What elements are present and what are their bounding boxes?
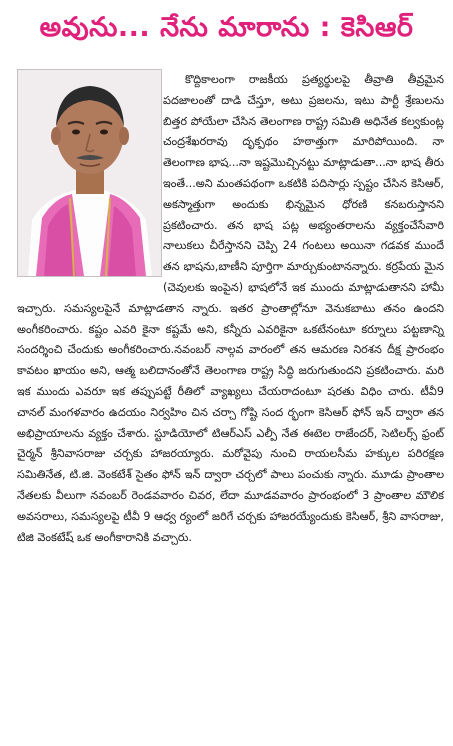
article-body [17, 70, 444, 548]
photo-spacer [17, 70, 163, 278]
headline: అవును... నేను మారాను : కెసిఆర్ [39, 12, 414, 43]
article-text: కొద్దికాలంగా రాజకీయ ప్రత్యర్థులపై తీవ్రాతి తీవ్రమైన పదజాలంతో దాడి చేస్తూ, అటు ప్రజలను, ఇటు పార్టీ శ్రేణులను బిత్తర పోయేలా చేసిన తెలంగాణ రాష్ట్ర సమితి అధినేత కల్వకుంట్ల చంద్రశేఖరరావు దృక్పథం హఠాత్తుగా మారిపోయింది. నా తెలంగాణ భాష...నా ఇష్టమొచ్చినట్టు మాట్లాడుతా...నా భాష తీరు ఇంతే...అని మంతపథంగా ఒకటికి పదిసార్లు స్పష్టం చేసిన కెసిఆర్, అకస్మాత్తుగా అందుకు భిన్నమైన ధోరణి కనబరుస్తానని ప్రకటించారు. తన భాష పట్ల అభ్యంతరాలను వ్యక్తంచేసేవారి నాలుకలు చీరేస్తానని చెప్పి 24 గంటలు అయినా గడవక ముందే తన భాషను,బాణీని పూర్తిగా మార్చుకుంటానన్నారు. కర్రపేయ మైన (చెవులకు ఇంపైన) భాషలోనే ఇక ముందు మాట్లాడుతానని హామీ ఇచ్చారు. సమస్యలపైనే మాట్లాడతాన న్నారు. ఇతర ప్రాంతాల్లోనూ వెనుకబాటు తనం ఉందని అంగీకరించారు. కష్టం ఎవరి కైనా కష్టమే అని, కన్నీరు ఎవరికైనా ఒకటేనంటూ కర్నూలు పట్టణాన్ని సందర్శించి చేందుకు అంగీకరించారు.నవంబర్ నాల్గవ వారంలో తన ఆమరణ నిరశన దీక్ష ప్రారంభం కావటం ఖాయం అని, ఆత్మ బలిదానంతోనే తెలంగాణ రాష్ట్ర సిద్ధి జరుగుతుందని ప్రకటించారు. మరి ఇక ముందు ఎవరూ ఇక తప్పుపట్టే రీతిలో వ్యాఖ్యలు చేయరాదంటూ షరతు విధిం చారు. టీవీ9 చానల్ మంగళవారం ఉదయం నిర్వహిం చిన చర్చా గోష్టి సంద ర్భంగా కెసిఆర్ ఫోన్ ఇన్ ద్వారా తన అభిప్రాయాలను వ్యక్తం చేశారు. స్టూడియోలో టిఆర్ఎస్ ఎల్పీ నేత ఈటెల రాజేందర్, సెటిలర్స్ ఫ్రంట్ చైర్మన్ శ్రీనివాసరాజు చర్చకు హాజరయ్యారు. మరోవైపు నుంచి రాయలసీమ హక్కుల పరిరక్షణ సమితినేత, టి.జి. వెంకటేశ్ సైతం ఫోన్ ఇన్ ద్వారా చర్చలో పాలు పంచుకు న్నారు. మూడు ప్రాంతాల నేతలకు వీలుగా నవంబర్ రెండవవారం చివర, లేదా మూడవవారం ప్రారంభంలో 3 ప్రాంతాల మౌలిక అవసరాలు, సమస్యలపై టీవీ 9 ఆధ్వ ర్యంలో జరిగే చర్చకు హాజరయ్యేందుకు కెసిఆర్, శ్రీని వాసరాజు, టిజి వెంకటేష్ ఒక అంగీకారానికి వచ్చారు. [17, 73, 444, 544]
